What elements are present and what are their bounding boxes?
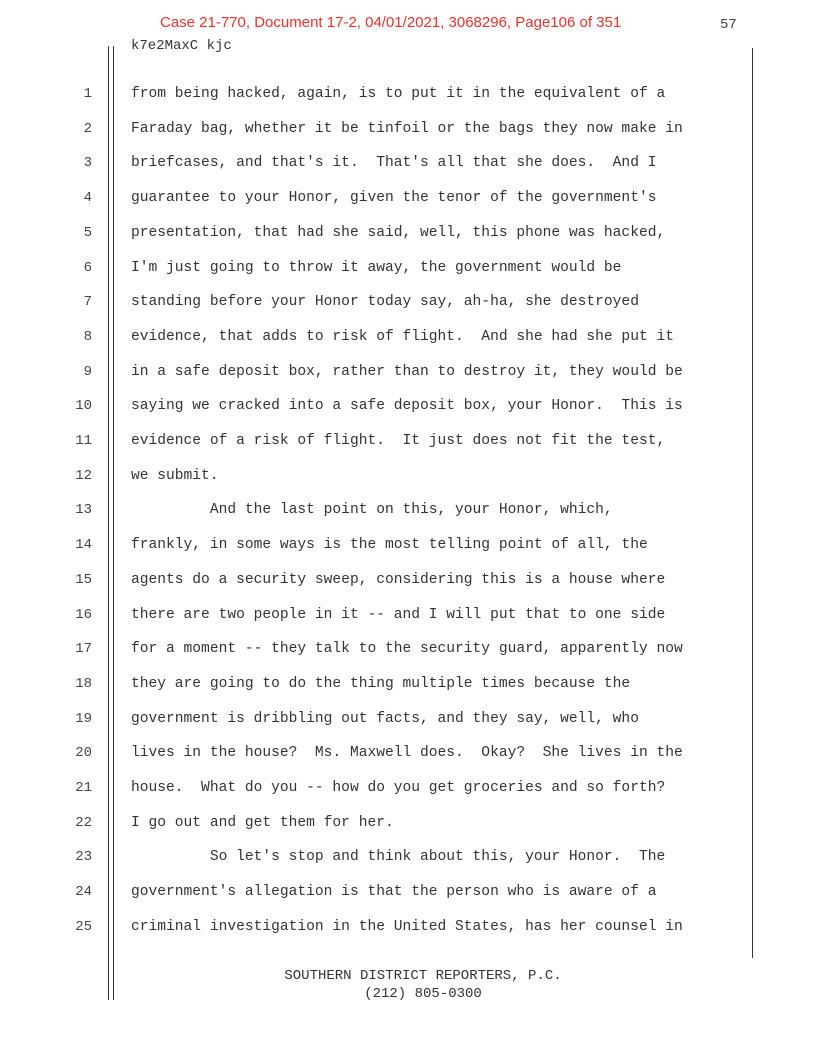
line-number: 1 <box>83 86 92 102</box>
line-number: 18 <box>75 675 92 692</box>
line-number: 12 <box>75 467 92 484</box>
line-number: 4 <box>83 190 92 207</box>
line-number: 16 <box>75 606 92 623</box>
transcript-line: saying we cracked into a safe deposit box, your Honor. This is <box>131 398 683 415</box>
transcript-line: presentation, that had she said, well, this phone was hacked, <box>131 224 666 241</box>
transcript-line: we submit. <box>131 467 219 484</box>
line-number: 25 <box>75 918 92 935</box>
line-number: 10 <box>75 398 92 415</box>
transcript-line: criminal investigation in the United States, has her counsel in <box>131 918 683 935</box>
transcript-line: So let's stop and think about this, your Honor. The <box>131 849 666 866</box>
line-number: 8 <box>83 328 92 345</box>
transcript-line: government's allegation is that the person who is aware of a <box>131 884 657 901</box>
transcript-line: evidence of a risk of flight. It just does not fit the test, <box>131 433 666 449</box>
transcript-line: frankly, in some ways is the most telling point of all, the <box>131 537 648 554</box>
case-stamp: Case 21-770, Document 17-2, 04/01/2021, 3068296, Page106 of 351 <box>160 14 622 31</box>
line-number: 23 <box>75 849 92 866</box>
line-number: 22 <box>75 814 92 831</box>
transcript-line: I go out and get them for her. <box>131 814 394 831</box>
footer-reporter: SOUTHERN DISTRICT REPORTERS, P.C. <box>284 968 562 984</box>
line-number: 20 <box>75 745 92 762</box>
page-number: 57 <box>720 17 737 33</box>
line-number: 24 <box>75 884 92 901</box>
line-number: 2 <box>83 120 92 137</box>
line-number: 21 <box>75 780 92 796</box>
header-id: k7e2MaxC kjc <box>131 38 232 54</box>
line-number: 6 <box>83 259 92 276</box>
transcript-line: I'm just going to throw it away, the government would be <box>131 259 622 276</box>
line-number: 7 <box>83 294 92 311</box>
transcript-line: standing before your Honor today say, ah-ha, she destroyed <box>131 294 639 311</box>
footer-phone: (212) 805-0300 <box>364 986 482 1002</box>
transcript-line: evidence, that adds to risk of flight. And she had she put it <box>131 328 674 345</box>
transcript-line: they are going to do the thing multiple times because the <box>131 675 631 692</box>
transcript-line: government is dribbling out facts, and they say, well, who <box>131 710 639 727</box>
line-number: 5 <box>83 224 92 241</box>
transcript-line: And the last point on this, your Honor, which, <box>131 502 613 519</box>
left-margin-rule <box>108 46 109 958</box>
line-number: 13 <box>75 502 92 519</box>
transcript-line: house. What do you -- how do you get groceries and so forth? <box>131 780 666 796</box>
transcript-line: in a safe deposit box, rather than to destroy it, they would be <box>131 363 683 380</box>
transcript-line: guarantee to your Honor, given the tenor of the government's <box>131 190 657 207</box>
transcript-line: there are two people in it -- and I will put that to one side <box>131 606 666 623</box>
transcript-line: briefcases, and that's it. That's all that she does. And I <box>131 155 657 172</box>
line-number: 3 <box>83 155 92 172</box>
right-margin-rule <box>752 48 753 958</box>
transcript-line: lives in the house? Ms. Maxwell does. Okay? She lives in the <box>131 745 683 762</box>
line-number: 9 <box>83 363 92 380</box>
transcript-line: Faraday bag, whether it be tinfoil or the bags they now make in <box>131 120 683 137</box>
line-number: 14 <box>75 537 92 554</box>
transcript-line: agents do a security sweep, considering this is a house where <box>131 571 666 588</box>
line-number: 15 <box>75 571 92 588</box>
transcript-line: from being hacked, again, is to put it in the equivalent of a <box>131 86 666 102</box>
line-number: 11 <box>75 433 92 449</box>
line-number: 19 <box>75 710 92 727</box>
line-number: 17 <box>75 641 92 658</box>
transcript-line: for a moment -- they talk to the security guard, apparently now <box>131 641 683 658</box>
left-margin-rule <box>113 46 114 958</box>
